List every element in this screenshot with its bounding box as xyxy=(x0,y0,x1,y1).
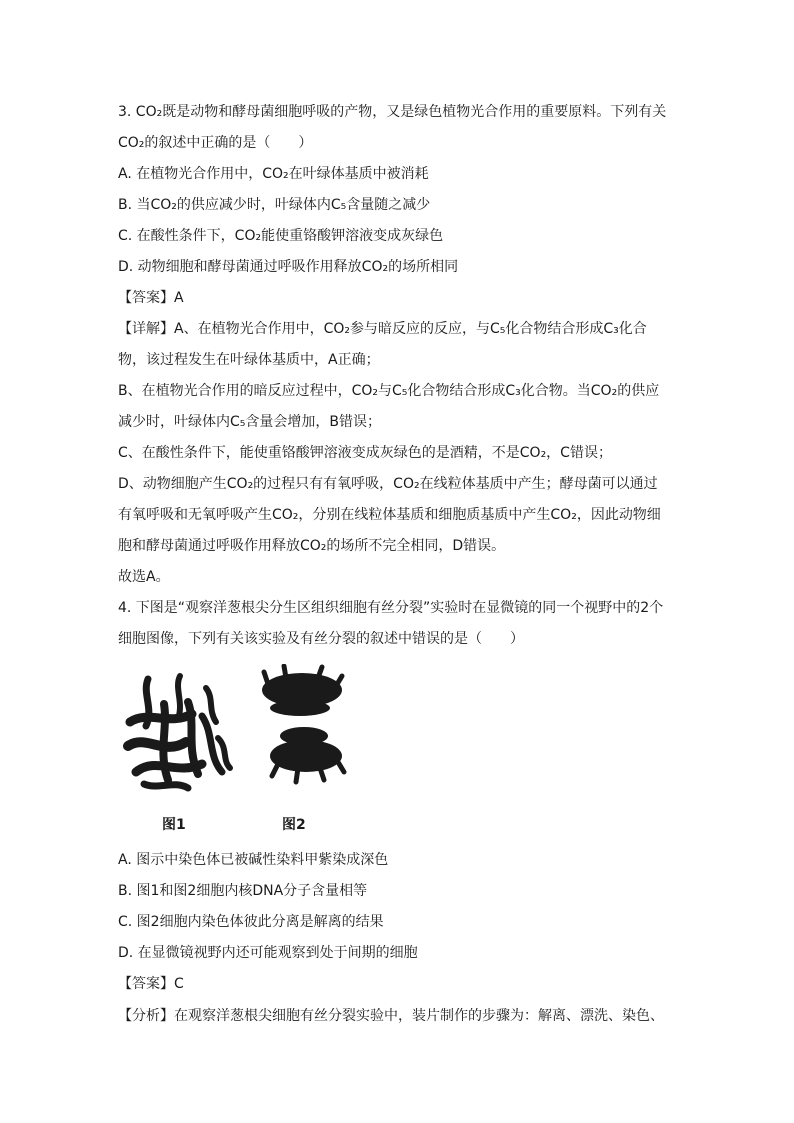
q4-option-d: D. 在显微镜视野内还可能观察到处于间期的细胞 xyxy=(118,945,418,961)
q4-answer: 【答案】C xyxy=(118,976,184,992)
figure-1-caption: 图1 xyxy=(162,817,186,833)
q3-option-a: A. 在植物光合作用中，CO₂在叶绿体基质中被消耗 xyxy=(118,166,429,182)
q3-option-b: B. 当CO₂的供应减少时，叶绿体内C₅含量随之减少 xyxy=(118,197,431,213)
figure-2-caption: 图2 xyxy=(282,817,306,833)
q3-explanation-line-5: C、在酸性条件下，能使重铬酸钾溶液变成灰绿色的是酒精，不是CO₂，C错误； xyxy=(118,445,612,461)
q3-explanation-line-1: 【详解】A、在植物光合作用中，CO₂参与暗反应的反应，与C₅化合物结合形成C₃化合 xyxy=(118,321,647,337)
q3-stem-line-1: 3. CO₂既是动物和酵母菌细胞呼吸的产物，又是绿色植物光合作用的重要原料。下列有关 xyxy=(118,104,667,120)
q3-option-c: C. 在酸性条件下，CO₂能使重铬酸钾溶液变成灰绿色 xyxy=(118,228,444,244)
q4-option-a: A. 图示中染色体已被碱性染料甲紫染成深色 xyxy=(118,852,389,868)
q3-answer: 【答案】A xyxy=(118,290,184,306)
q3-explanation-line-6: D、动物细胞产生CO₂的过程只有有氧呼吸，CO₂在线粒体基质中产生；酵母菌可以通过 xyxy=(118,476,658,492)
q3-explanation-line-7: 有氧呼吸和无氧呼吸产生CO₂，分别在线粒体基质和细胞质基质中产生CO₂，因此动物细 xyxy=(118,507,661,523)
q3-explanation-line-4: 减少时，叶绿体内C₅含量会增加，B错误； xyxy=(118,414,381,430)
q4-analysis-line-1: 【分析】在观察洋葱根尖细胞有丝分裂实验中，装片制作的步骤为：解离、漂洗、染色、 xyxy=(118,1008,664,1024)
figure-1-chromosomes xyxy=(128,676,230,788)
mitosis-figure xyxy=(118,664,348,844)
q3-explanation-line-2: 物，该过程发生在叶绿体基质中，A正确； xyxy=(118,352,380,368)
q3-option-d: D. 动物细胞和酵母菌通过呼吸作用释放CO₂的场所相同 xyxy=(118,259,459,275)
mitosis-micrograph xyxy=(118,664,348,814)
q3-conclusion: 故选A。 xyxy=(118,569,170,585)
q4-option-b: B. 图1和图2细胞内核DNA分子含量相等 xyxy=(118,883,368,899)
q3-explanation-line-8: 胞和酵母菌通过呼吸作用释放CO₂的场所不完全相同，D错误。 xyxy=(118,538,506,554)
q4-stem-line-1: 4. 下图是“观察洋葱根尖分生区组织细胞有丝分裂”实验时在显微镜的同一个视野中的2个 xyxy=(118,600,664,616)
figure-2-chromosomes xyxy=(262,673,342,772)
q3-explanation-line-3: B、在植物光合作用的暗反应过程中，CO₂与C₅化合物结合形成C₃化合物。当CO₂的供应 xyxy=(118,383,660,399)
q3-stem-line-2: CO₂的叙述中正确的是（ ） xyxy=(118,135,313,151)
q4-option-c: C. 图2细胞内染色体彼此分离是解离的结果 xyxy=(118,914,384,930)
q4-stem-line-2: 细胞图像，下列有关该实验及有丝分裂的叙述中错误的是（ ） xyxy=(118,631,524,647)
